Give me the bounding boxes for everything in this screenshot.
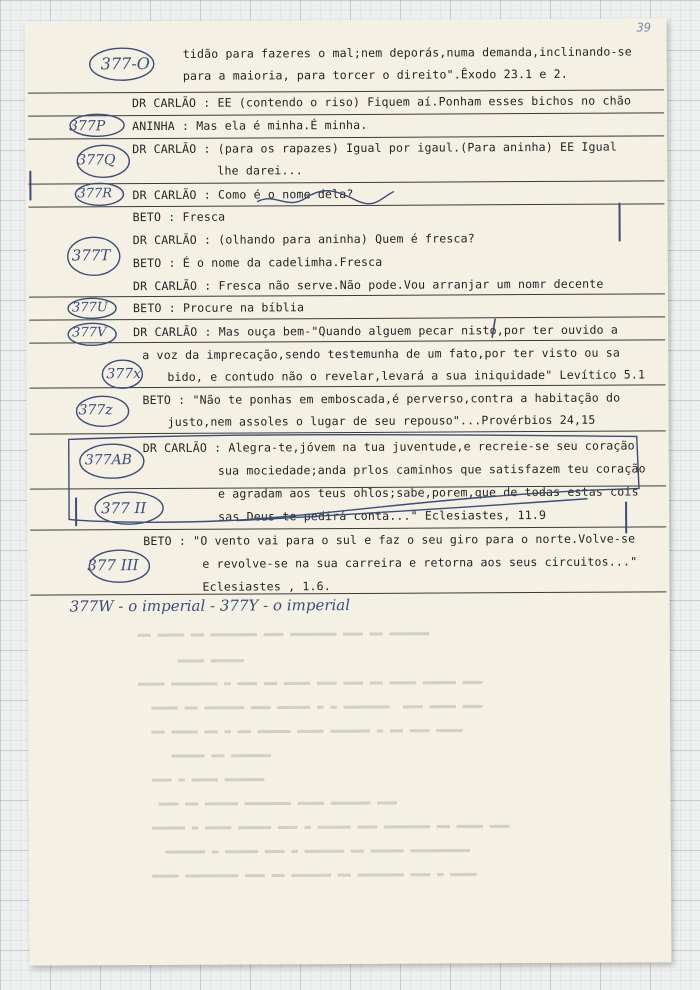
script-line: DR CARLÃO : Alegra-te,jóvem na tua juventude,e recreie-se seu coração [142, 438, 635, 456]
show-through-text: ▬▬▬▬ ▬▬▬▬▬▬▬ ▬ ▬▬▬ ▬▬ ▬▬▬▬ ▬▬▬ ▬▬▬ ▬▬ ▬▬▬▬ ▬▬▬▬▬ ▬▬▬ [137, 675, 483, 691]
script-line: Eclesiastes , 1.6. [202, 579, 331, 594]
show-through-text: ▬▬ ▬▬▬▬ ▬▬ ▬ ▬▬ ▬▬▬▬▬ ▬▬▬▬ ▬▬▬▬▬▬ ▬ ▬▬ ▬▬▬ ▬▬▬▬ [138, 723, 463, 739]
show-through-text: ▬▬▬▬▬ ▬▬ ▬▬▬▬▬▬ [138, 748, 271, 763]
show-through-text: ▬▬▬ ▬▬ ▬▬▬▬▬ ▬▬▬▬▬▬▬ ▬▬▬▬ ▬▬▬▬▬▬ ▬▬▬ [138, 795, 397, 811]
show-through-text: ▬▬▬▬▬▬ ▬ ▬▬▬▬▬ ▬▬▬ ▬ ▬▬▬▬▬▬ ▬▬ ▬▬▬▬▬ ▬▬▬▬▬▬▬▬▬ [138, 843, 471, 859]
label-circle [80, 444, 144, 478]
script-line: a voz da imprecação,sendo testemunha de um fato,por ter visto ou sa [142, 345, 621, 363]
scene-label: 377AB [84, 452, 132, 469]
label-circle [76, 396, 128, 426]
script-line: e agradam aos teus ohlos;sabe,porem,que de todas estas cois [217, 484, 639, 501]
script-line: DR CARLÃO : Como é o nome dela? [132, 186, 354, 203]
script-line: DR CARLÃO : (para os rapazes) Igual por igaul.(Para aninha) EE Igual [132, 139, 618, 157]
label-circle [68, 298, 116, 318]
script-line: BETO : Procure na bíblia [132, 300, 305, 316]
show-through-text: ▬▬▬▬ ▬▬▬▬▬▬▬▬ ▬▬▬ ▬▬ ▬▬▬▬▬▬ ▬▬ ▬▬▬▬▬▬▬ ▬▬▬ ▬ ▬▬▬▬ [138, 867, 477, 883]
scene-label: 377R [77, 186, 113, 202]
script-line: e revolve-se na sua carreira e retorna aos seus circuitos..." [202, 554, 638, 571]
label-circle [89, 550, 149, 582]
script-line: BETO : "Não te ponhas em emboscada,é perverso,contra a habitação do [142, 390, 621, 408]
script-line: BETO : É o nome da cadelimha.Fresca [132, 254, 383, 271]
script-line: ANINHA : Mas ela é minha.É minha. [132, 117, 368, 134]
page-number: 39 [636, 20, 652, 35]
label-circle [95, 492, 163, 524]
scene-label: 377P [69, 118, 106, 135]
script-line: sua mociedade;anda prlos caminhos que satisfazem teu coração [217, 461, 646, 478]
scene-label: 377z [78, 402, 113, 419]
script-line: tidão para fazeres o mal;nem deporás,numa demanda,inclinando-se [182, 44, 632, 61]
script-line: lhe darei... [217, 163, 303, 178]
show-through-text: ▬▬▬▬▬ ▬ ▬▬▬▬ ▬▬▬▬▬ ▬▬▬ ▬ ▬▬▬▬▬ ▬▬▬ ▬▬▬▬▬▬▬ ▬▬ ▬▬▬▬ ▬▬▬ [138, 819, 510, 835]
script-line: BETO : "O vento vai para o sul e faz o seu giro para o norte.Volve-se [143, 531, 636, 549]
label-circle [70, 114, 124, 136]
scene-label: 377U [71, 300, 108, 316]
script-line: bido, e contudo não o revelar,levará a sua iniquidade" Levítico 5.1 [167, 367, 646, 384]
scene-label: 377-O [100, 54, 150, 74]
scene-label: 377x [106, 366, 142, 383]
script-page [25, 18, 672, 965]
scene-label: 377T [71, 246, 111, 265]
label-circle [90, 48, 154, 80]
script-line: DR CARLÃO : Mas ouça bem-"Quando alguem pecar nisto,por ter ouvido a [133, 322, 619, 340]
script-line: BETO : Fresca [132, 209, 226, 225]
script-line: DR CARLÃO : EE (contendo o riso) Fiquem aí.Ponham esses bichos no chão [131, 93, 632, 111]
show-through-text: ▬▬ ▬▬▬▬ ▬▬ ▬▬▬▬▬▬▬ ▬▬▬ ▬▬▬▬▬▬▬ ▬▬▬ ▬▬ ▬▬▬▬▬▬ [137, 626, 430, 642]
handwritten-note: 377W - o imperial - 377Y - o imperial [69, 595, 351, 616]
scene-label: 377Q [77, 152, 116, 169]
label-circle [68, 237, 120, 275]
scene-label: 377 II [101, 499, 147, 518]
script-line: justo,nem assoles o lugar de seu repouso"...Provérbios 24,15 [167, 412, 596, 429]
label-circle [77, 145, 129, 177]
label-circle [68, 323, 116, 345]
scene-label: 377V [72, 325, 107, 341]
label-circle [75, 183, 123, 205]
scene-label: 377 III [87, 556, 139, 575]
show-through-text: ▬▬▬ ▬ ▬▬▬▬ ▬▬▬▬▬▬ [138, 772, 265, 787]
show-through-text: ▬▬▬▬ ▬▬▬▬▬ [137, 653, 244, 668]
label-circle [102, 360, 142, 388]
script-line: sas Deus te pedirá conta..." Eclesiastes, 11.9 [218, 507, 547, 524]
script-line: DR CARLÃO : Fresca não serve.Não pode.Vou arranjar um nomr decente [132, 276, 604, 294]
ink-annotations [25, 18, 672, 965]
script-line: para a maioria, para torcer o direito".Êxodo 23.1 e 2. [182, 66, 568, 83]
show-through-text: ▬▬▬▬ ▬▬ ▬▬▬▬▬▬ ▬▬▬ ▬▬▬▬▬ ▬ ▬ ▬▬▬▬▬▬▬ ▬▬▬ ▬▬▬▬ ▬▬▬ [138, 699, 483, 715]
script-line: DR CARLÃO : (olhando para aninha) Quem é fresca? [132, 231, 475, 248]
